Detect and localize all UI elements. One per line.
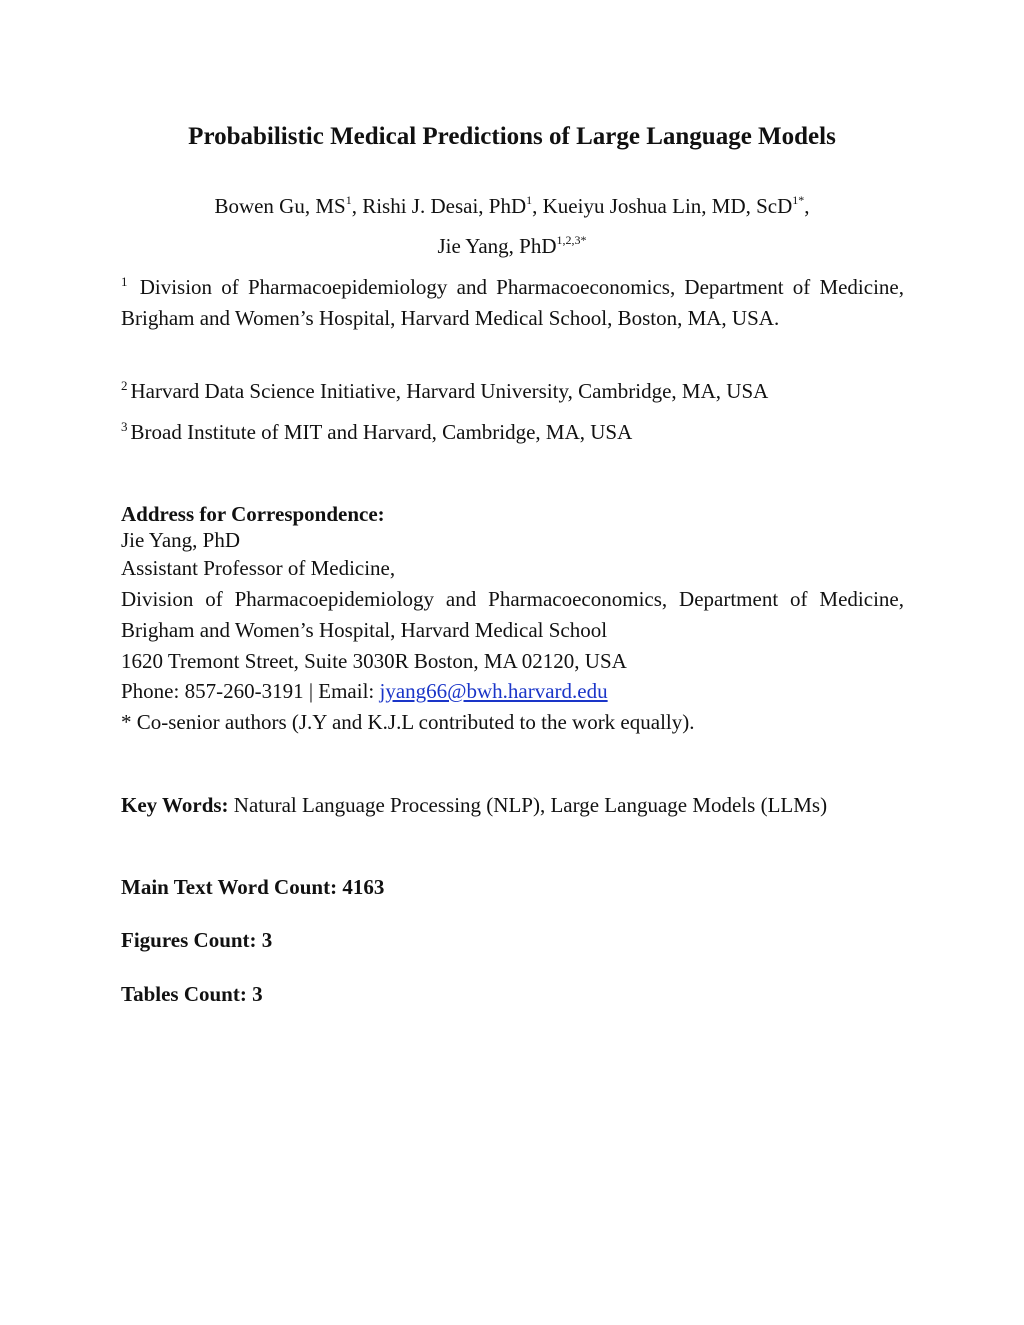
tables-count: Tables Count: 3 [121,982,263,1006]
author-name: Kueiyu Joshua Lin, MD, ScD [542,194,793,218]
correspondence-division: Division of Pharmacoepidemiology and Pharmacoeconomics, Department of Medicine, Brigham and Women’s Hospital, Harvard Medical School [121,587,904,642]
affiliation-number: 2 [121,378,128,393]
affiliation-number: 1 [121,274,128,289]
keywords-value: Natural Language Processing (NLP), Large Language Models (LLMs) [233,793,828,817]
correspondence-address: 1620 Tremont Street, Suite 3030R Boston, MA 02120, USA [121,649,627,673]
correspondence-position: Assistant Professor of Medicine, [121,556,396,580]
paper-title: Probabilistic Medical Predictions of Large Language Models [188,123,836,150]
correspondence-name: Jie Yang, PhD [121,528,241,552]
affiliation [121,272,904,334]
author-affiliation-marker: 1 [345,193,352,207]
affiliation [121,417,904,448]
keywords-label: Key Words: [121,793,229,817]
email-link[interactable]: jyang66@bwh.harvard.edu [379,679,608,703]
correspondence-heading: Address for Correspondence: [121,502,385,526]
author-list-continued [0,232,1024,260]
affiliation [121,376,904,407]
correspondence-contact [121,677,608,705]
phone-text: Phone: 857-260-3191 | Email: [121,679,380,703]
author-affiliation-marker: 1* [792,193,805,207]
author-name: Rishi J. Desai, PhD [362,194,527,218]
author-list: Bowen Gu, $MS^1$, Rishi J. Desai, PhD$^1$, Kueiyu Joshua Lin, MD, ScD$^{1*}$, [214,193,810,218]
author-affiliation-marker: 1,2,3* [556,233,587,247]
author-affiliation-marker: 1 [526,193,533,207]
author-name: Bowen Gu, MS [214,194,346,218]
co-senior-note: * Co-senior authors (J.Y and K.J.L contributed to the work equally). [121,710,695,734]
main-text-word-count: Main Text Word Count: 4163 [121,875,385,899]
affiliation-text: Division of Pharmacoepidemiology and Pharmacoeconomics, Department of Medicine, Brigham and Women’s Hospital, Harvard Medical School, Boston, MA, USA. [121,275,904,330]
affiliation-number: 3 [121,419,128,434]
affiliation-text: Broad Institute of MIT and Harvard, Cambridge, MA, USA [130,420,633,444]
keywords [121,791,827,819]
author-name: Jie Yang, PhD [437,234,557,258]
affiliation-text: Harvard Data Science Initiative, Harvard University, Cambridge, MA, USA [130,379,769,403]
figures-count: Figures Count: 3 [121,928,273,952]
